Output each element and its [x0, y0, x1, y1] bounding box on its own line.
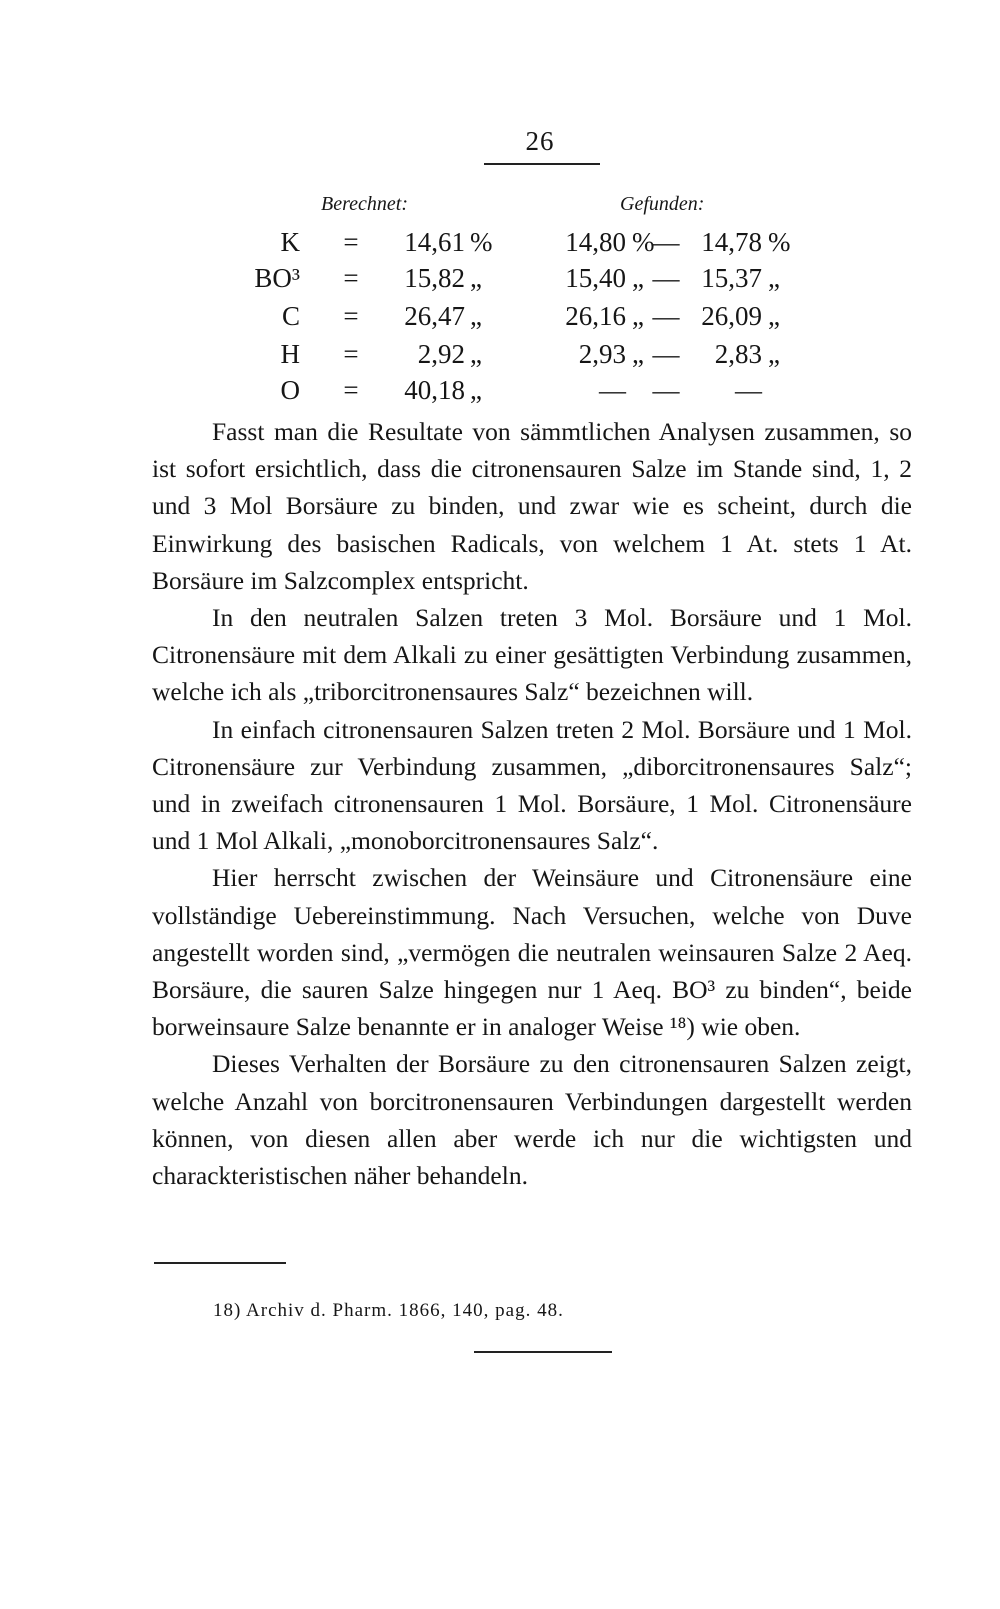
found-value-2: —	[735, 375, 762, 405]
equals-sign: =	[343, 301, 359, 331]
element-symbol: BO³	[254, 263, 300, 293]
body-text	[152, 413, 912, 1194]
found-value-1: —	[599, 375, 626, 405]
header-rule	[484, 163, 600, 165]
found-value-1: 15,40	[565, 263, 626, 293]
paragraph: Dieses Verhalten der Borsäure zu den citronensauren Salzen zeigt, welche Anzahl von borcitronensauren Verbindungen dargestellt werden können, von diesen allen aber werde ich nur die wichtigsten und charackteristischen näher behandeln.	[152, 1049, 912, 1191]
found-value-2: 26,09	[701, 301, 762, 331]
equals-sign: =	[343, 263, 359, 293]
bottom-rule	[474, 1351, 612, 1353]
found-value-2: 14,78	[701, 227, 762, 257]
equals-sign: =	[343, 227, 359, 257]
calculated-value: 26,47	[404, 301, 465, 331]
found-unit-1: „	[632, 263, 644, 293]
element-symbol: H	[280, 339, 300, 369]
element-symbol: C	[281, 301, 300, 331]
found-header: Gefunden:	[620, 193, 705, 215]
footnote: 18) Archiv d. Pharm. 1866, 140, pag. 48.	[213, 1300, 564, 1321]
paragraph: Fasst man die Resultate von sämmtlichen Analysen zusammen, so ist sofort ersichtlich, dass die citronensauren Salze im Stande sind, 1, 2 und 3 Mol Borsäure zu binden, und zwar wie es scheint, durch die Einwirkung des basischen Radicals, von welchem 1 At. stets 1 At. Borsäure im Salzcomplex entspricht.	[152, 417, 912, 595]
calculated-value: 15,82	[404, 263, 465, 293]
range-dash: —	[652, 263, 680, 293]
element-symbol: O	[280, 375, 300, 405]
found-value-2: 15,37	[701, 263, 762, 293]
paragraph: In den neutralen Salzen treten 3 Mol. Borsäure und 1 Mol. Citronensäure mit dem Alkali zu einer gesättigten Verbindung zusammen, welche ich als „triborcitronensaures Salz“ bezeichnen will.	[152, 603, 912, 707]
range-dash: —	[652, 301, 680, 331]
found-unit-2: %	[768, 227, 791, 257]
footnote-rule	[154, 1262, 286, 1264]
calculated-unit: „	[470, 301, 482, 331]
range-dash: —	[652, 375, 680, 405]
calculated-unit: „	[470, 263, 482, 293]
calculated-value: 40,18	[404, 375, 465, 405]
range-dash: —	[652, 339, 680, 369]
found-unit-1: „	[632, 301, 644, 331]
calculated-unit: %	[470, 227, 493, 257]
found-value-1: 2,93	[578, 339, 626, 369]
calculated-header: Berechnet:	[321, 193, 408, 215]
equals-sign: =	[343, 339, 359, 369]
found-value-1: 14,80	[565, 227, 626, 257]
found-unit-2: „	[768, 339, 780, 369]
found-value-2: 2,83	[714, 339, 762, 369]
paragraph: In einfach citronensauren Salzen treten 2 Mol. Borsäure und 1 Mol. Citronensäure zur Verbindung zusammen, „diborcitronensaures Salz“; und in zweifach citronensauren 1 Mol. Borsäure, 1 Mol. Citronensäure und 1 Mol Alkali, „monoborcitronensaures Salz“.	[152, 714, 912, 856]
calculated-unit: „	[470, 339, 482, 369]
found-unit-1: %	[632, 227, 655, 257]
page-number: 26	[525, 126, 555, 156]
equals-sign: =	[343, 375, 359, 405]
element-symbol: K	[280, 227, 300, 257]
paragraph: Hier herrscht zwischen der Weinsäure und Citronensäure eine vollständige Uebereinstimmung. Nach Versuchen, welche von Duve angestellt worden sind, „vermögen die neutralen weinsauren Salze 2 Aeq. Borsäure, die sauren Salze hingegen nur 1 Aeq. BO³ zu binden“, beide borweinsaure Salze benannte er in analoger Weise ¹⁸) wie oben.	[152, 863, 912, 1042]
range-dash: —	[652, 227, 680, 257]
found-value-1: 26,16	[565, 301, 626, 331]
calculated-unit: „	[470, 375, 482, 405]
calculated-value: 2,92	[417, 339, 465, 369]
found-unit-1: „	[632, 339, 644, 369]
calculated-value: 14,61	[404, 227, 465, 257]
found-unit-2: „	[768, 263, 780, 293]
found-unit-2: „	[768, 301, 780, 331]
